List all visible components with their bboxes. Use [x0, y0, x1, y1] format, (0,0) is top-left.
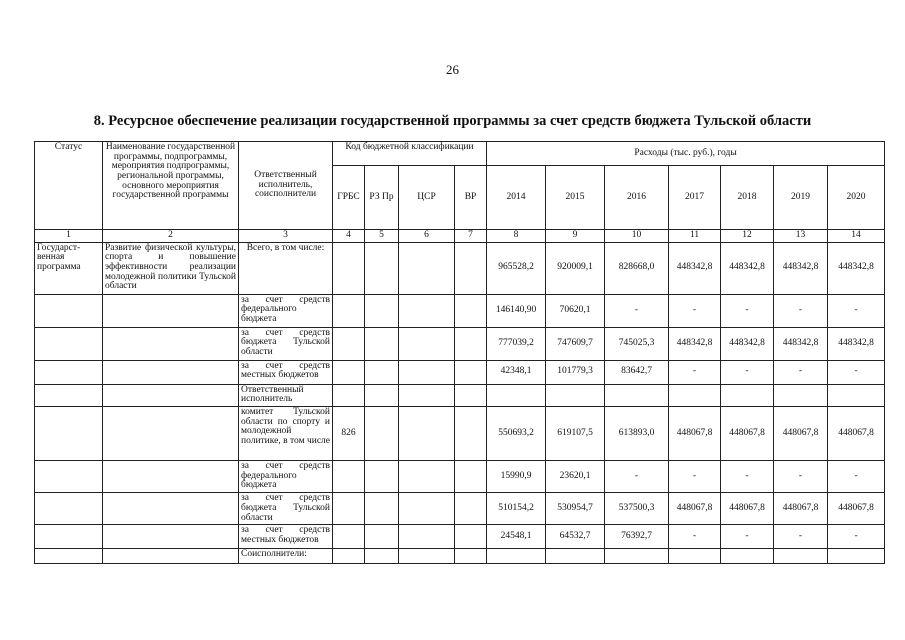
header-code-grbs: ГРБС — [333, 166, 365, 230]
row-code-grbs — [333, 360, 365, 384]
row-value: 448067,8 — [669, 493, 721, 525]
row-value: 828668,0 — [605, 242, 669, 294]
row-value: - — [721, 360, 774, 384]
row-value — [546, 384, 605, 406]
row-code-csr — [399, 384, 455, 406]
row-code-vr — [455, 407, 487, 461]
page-number: 26 — [446, 62, 459, 77]
row-code-csr — [399, 327, 455, 360]
row-code-csr — [399, 360, 455, 384]
row-name — [103, 360, 239, 384]
row-value: 448342,8 — [828, 327, 885, 360]
row-status — [35, 327, 103, 360]
row-value: 965528,2 — [487, 242, 546, 294]
header-status: Статус — [35, 142, 103, 230]
row-value: 448067,8 — [828, 493, 885, 525]
row-code-csr — [399, 549, 455, 564]
row-value: 619107,5 — [546, 407, 605, 461]
row-value: - — [605, 294, 669, 327]
row-code-vr — [455, 384, 487, 406]
column-number: 2 — [103, 230, 239, 243]
row-value: - — [721, 294, 774, 327]
row-name — [103, 407, 239, 461]
header-code-rzpr: РЗ Пр — [365, 166, 399, 230]
row-code-rzpr — [365, 242, 399, 294]
table-row — [35, 525, 885, 549]
table-row — [35, 242, 885, 294]
row-value: 448342,8 — [721, 242, 774, 294]
row-name: Развитие физической культуры, спорта и повышение эффективности реализации молодежной политики Тульской области — [103, 242, 239, 294]
row-value: - — [828, 360, 885, 384]
row-name — [103, 549, 239, 564]
column-number: 7 — [455, 230, 487, 243]
row-code-csr — [399, 525, 455, 549]
row-value — [487, 384, 546, 406]
row-value: 83642,7 — [605, 360, 669, 384]
row-code-vr — [455, 360, 487, 384]
row-name — [103, 327, 239, 360]
row-code-csr — [399, 493, 455, 525]
row-value: 24548,1 — [487, 525, 546, 549]
row-code-rzpr — [365, 294, 399, 327]
row-code-grbs — [333, 384, 365, 406]
row-value: 550693,2 — [487, 407, 546, 461]
row-value: - — [774, 360, 828, 384]
column-number: 5 — [365, 230, 399, 243]
row-value: 745025,3 — [605, 327, 669, 360]
row-value: - — [828, 294, 885, 327]
column-number: 12 — [721, 230, 774, 243]
row-code-grbs — [333, 493, 365, 525]
row-code-rzpr — [365, 525, 399, 549]
row-value — [828, 549, 885, 564]
row-code-grbs — [333, 525, 365, 549]
document-title: 8. Ресурсное обеспечение реализации государственной программы за счет средств бюджета Тульской области — [93, 113, 812, 129]
row-value: 76392,7 — [605, 525, 669, 549]
row-status — [35, 360, 103, 384]
row-value: 146140,90 — [487, 294, 546, 327]
row-value: 448067,8 — [721, 493, 774, 525]
row-value: - — [669, 525, 721, 549]
row-status: Государст-венная программа — [35, 242, 103, 294]
header-code-csr: ЦСР — [399, 166, 455, 230]
row-code-vr — [455, 525, 487, 549]
row-code-rzpr — [365, 549, 399, 564]
column-number: 4 — [333, 230, 365, 243]
row-value: 448067,8 — [669, 407, 721, 461]
row-value: 448342,8 — [721, 327, 774, 360]
row-code-grbs — [333, 242, 365, 294]
table-body — [35, 242, 885, 564]
column-number: 6 — [399, 230, 455, 243]
row-value: - — [669, 294, 721, 327]
row-value: 448342,8 — [774, 242, 828, 294]
row-value — [546, 549, 605, 564]
row-status — [35, 493, 103, 525]
row-status — [35, 407, 103, 461]
row-value: 101779,3 — [546, 360, 605, 384]
row-name — [103, 461, 239, 493]
row-value — [721, 549, 774, 564]
row-executor: за счет средств федерального бюджета — [239, 294, 333, 327]
header-year: 2018 — [721, 166, 774, 230]
row-status — [35, 549, 103, 564]
row-executor: за счет средств местных бюджетов — [239, 525, 333, 549]
row-code-csr — [399, 294, 455, 327]
row-code-rzpr — [365, 384, 399, 406]
header-code-vr: ВР — [455, 166, 487, 230]
row-value: 537500,3 — [605, 493, 669, 525]
table-row — [35, 384, 885, 406]
row-value — [828, 384, 885, 406]
row-code-rzpr — [365, 327, 399, 360]
row-name — [103, 294, 239, 327]
table-row — [35, 493, 885, 525]
row-value: - — [774, 461, 828, 493]
row-name — [103, 525, 239, 549]
row-code-grbs — [333, 327, 365, 360]
row-value: 15990,9 — [487, 461, 546, 493]
table-row — [35, 461, 885, 493]
table-row — [35, 327, 885, 360]
row-executor: за счет средств бюджета Тульской области — [239, 493, 333, 525]
column-number: 11 — [669, 230, 721, 243]
row-name — [103, 493, 239, 525]
row-value: - — [828, 525, 885, 549]
row-value: 448067,8 — [774, 407, 828, 461]
row-value: - — [774, 525, 828, 549]
row-code-vr — [455, 549, 487, 564]
table-row — [35, 294, 885, 327]
row-code-csr — [399, 461, 455, 493]
table-row — [35, 407, 885, 461]
row-code-csr — [399, 407, 455, 461]
header-year: 2015 — [546, 166, 605, 230]
row-code-csr — [399, 242, 455, 294]
column-number: 8 — [487, 230, 546, 243]
header-budget-code: Код бюджетной классификации — [333, 142, 487, 166]
column-number-row — [35, 230, 885, 243]
resource-table — [34, 141, 885, 564]
row-code-grbs: 826 — [333, 407, 365, 461]
table-row — [35, 360, 885, 384]
row-code-grbs — [333, 294, 365, 327]
row-value: 23620,1 — [546, 461, 605, 493]
row-value: - — [774, 294, 828, 327]
header-name: Наименование государственной программы, подпрограммы, мероприятия подпрограммы, региональной программы, основного мероприятия государственной программы — [103, 142, 239, 230]
row-executor: за счет средств бюджета Тульской области — [239, 327, 333, 360]
row-name — [103, 384, 239, 406]
row-value: 448067,8 — [774, 493, 828, 525]
row-value — [669, 384, 721, 406]
row-value — [774, 384, 828, 406]
row-status — [35, 384, 103, 406]
row-code-vr — [455, 242, 487, 294]
row-code-rzpr — [365, 407, 399, 461]
row-value: 448067,8 — [828, 407, 885, 461]
header-year: 2020 — [828, 166, 885, 230]
header-year: 2019 — [774, 166, 828, 230]
row-value: 747609,7 — [546, 327, 605, 360]
column-number: 14 — [828, 230, 885, 243]
row-value: - — [828, 461, 885, 493]
row-executor: Всего, в том числе: — [239, 242, 333, 294]
row-value: 777039,2 — [487, 327, 546, 360]
row-value: 530954,7 — [546, 493, 605, 525]
row-value — [487, 549, 546, 564]
row-code-rzpr — [365, 493, 399, 525]
header-year: 2014 — [487, 166, 546, 230]
row-executor: Соисполнители: — [239, 549, 333, 564]
header-expenses: Расходы (тыс. руб.), годы — [487, 142, 885, 166]
header-year: 2016 — [605, 166, 669, 230]
row-value — [605, 549, 669, 564]
row-value: - — [669, 360, 721, 384]
column-number: 9 — [546, 230, 605, 243]
row-code-vr — [455, 327, 487, 360]
row-code-vr — [455, 493, 487, 525]
header-year: 2017 — [669, 166, 721, 230]
row-value: - — [721, 461, 774, 493]
row-code-rzpr — [365, 360, 399, 384]
row-executor: комитет Тульской области по спорту и молодежной политике, в том числе — [239, 407, 333, 461]
table-row — [35, 549, 885, 564]
row-value: 64532,7 — [546, 525, 605, 549]
row-value: 920009,1 — [546, 242, 605, 294]
row-value: - — [605, 461, 669, 493]
row-value: 613893,0 — [605, 407, 669, 461]
row-status — [35, 294, 103, 327]
row-value — [774, 549, 828, 564]
column-number: 13 — [774, 230, 828, 243]
column-number: 10 — [605, 230, 669, 243]
row-value — [605, 384, 669, 406]
column-number: 3 — [239, 230, 333, 243]
row-value: - — [721, 525, 774, 549]
row-code-grbs — [333, 461, 365, 493]
row-value — [669, 549, 721, 564]
row-code-grbs — [333, 549, 365, 564]
row-value — [721, 384, 774, 406]
row-value: 448342,8 — [669, 327, 721, 360]
row-value: 70620,1 — [546, 294, 605, 327]
row-value: 448342,8 — [774, 327, 828, 360]
row-value: 510154,2 — [487, 493, 546, 525]
row-value: - — [669, 461, 721, 493]
row-executor: за счет средств местных бюджетов — [239, 360, 333, 384]
column-number: 1 — [35, 230, 103, 243]
row-code-rzpr — [365, 461, 399, 493]
row-value: 448342,8 — [828, 242, 885, 294]
header-executor: Ответственный исполнитель, соисполнители — [239, 142, 333, 230]
row-status — [35, 461, 103, 493]
row-value: 42348,1 — [487, 360, 546, 384]
row-executor: Ответственный исполнитель — [239, 384, 333, 406]
row-code-vr — [455, 461, 487, 493]
row-executor: за счет средств федерального бюджета — [239, 461, 333, 493]
row-code-vr — [455, 294, 487, 327]
row-status — [35, 525, 103, 549]
row-value: 448067,8 — [721, 407, 774, 461]
row-value: 448342,8 — [669, 242, 721, 294]
